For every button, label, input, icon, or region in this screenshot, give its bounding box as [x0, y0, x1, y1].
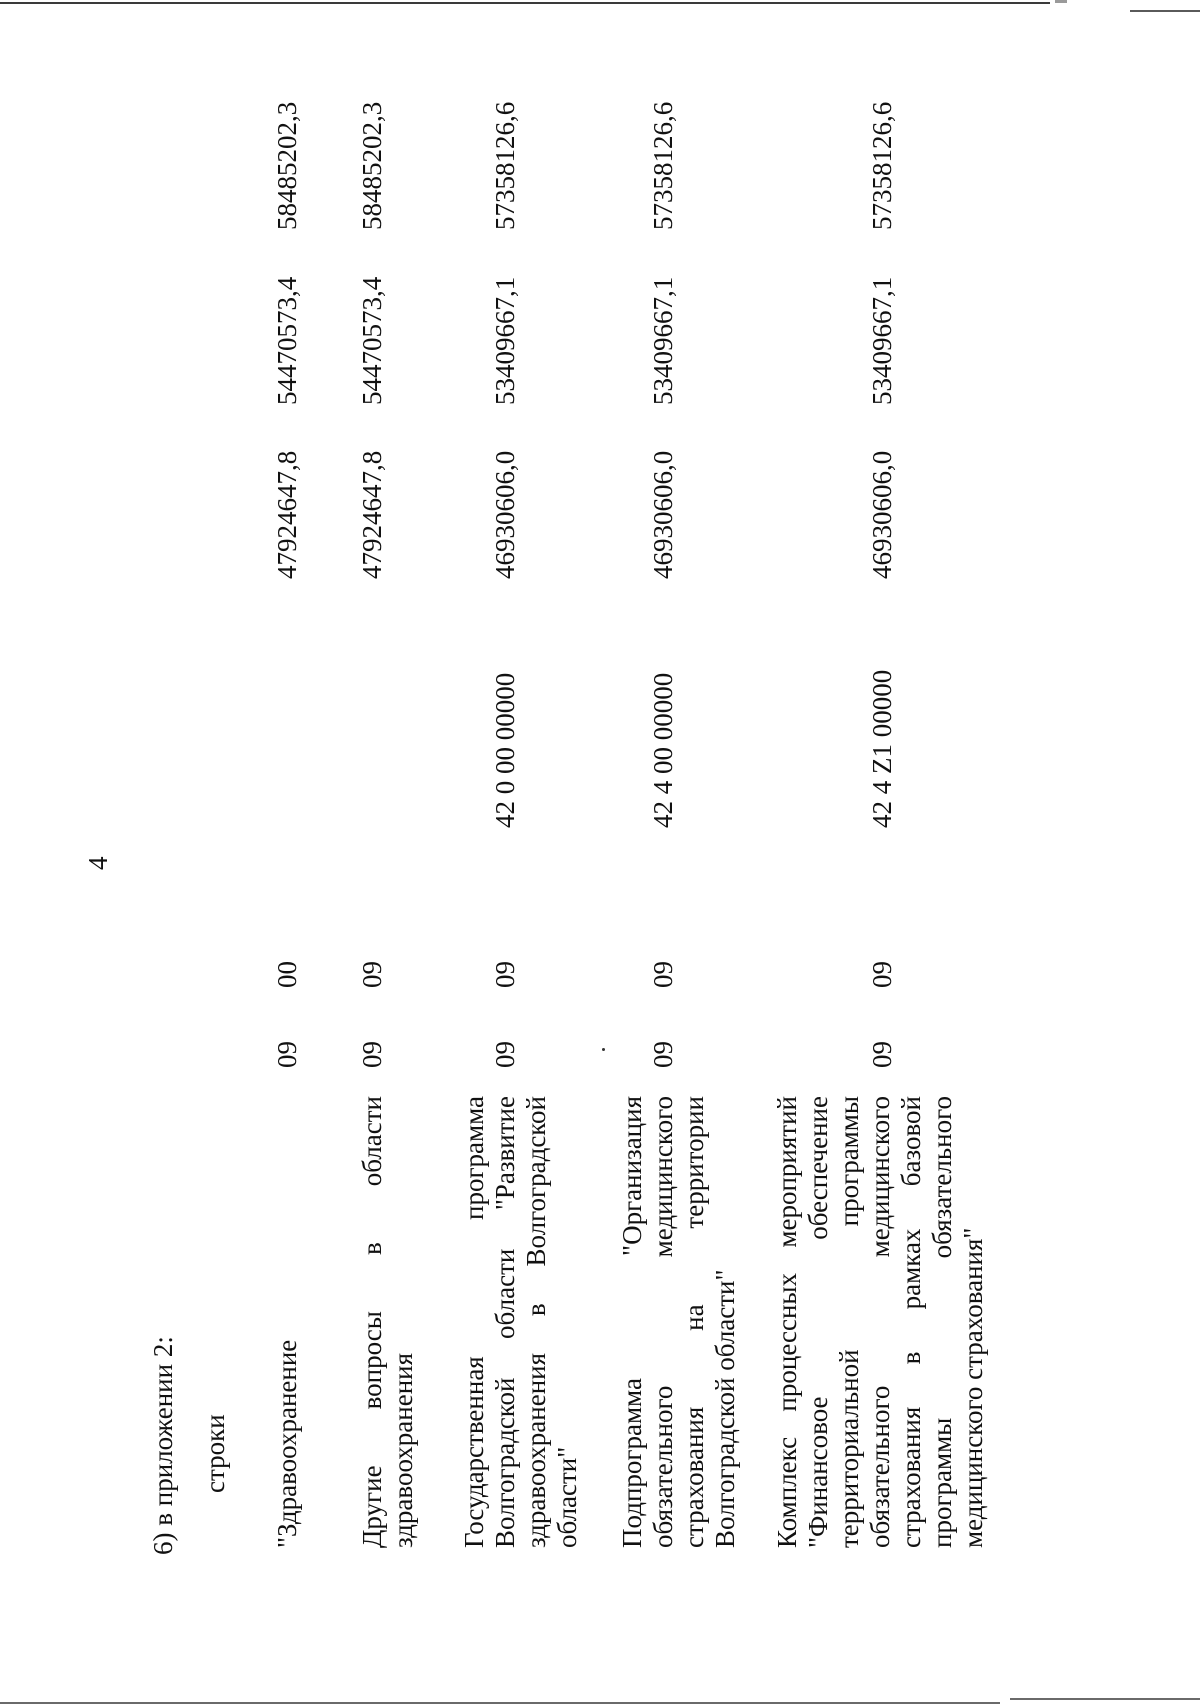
row-name: Комплекс процессных мероприятий "Финансовое обеспечение территориальной программы обязательного медицинского страхования в рамках базовой программы обязательного медицинского страхования" — [772, 1096, 988, 1548]
row-target: 42 4 Z1 00000 — [867, 669, 897, 828]
row-name: "Здравоохранение — [272, 1339, 302, 1548]
row-subsection: 09 — [648, 961, 678, 988]
row-subsection: 00 — [272, 961, 302, 988]
row-sum-3: 57358126,6 — [490, 101, 520, 230]
row-target: 42 0 00 00000 — [490, 672, 520, 828]
row-subsection: 09 — [357, 961, 387, 988]
row-sum-2: 54470573,4 — [357, 276, 387, 405]
row-sum-1: 46930606,0 — [867, 450, 897, 579]
row-section: 09 — [867, 1041, 897, 1068]
page-number: 4 — [83, 856, 113, 870]
row-section: 09 — [648, 1041, 678, 1068]
row-sum-1: 47924647,8 — [272, 450, 302, 579]
row-sum-1: 46930606,0 — [490, 450, 520, 579]
row-sum-2: 53409667,1 — [648, 276, 678, 405]
row-sum-2: 54470573,4 — [272, 276, 302, 405]
row-sum-1: 46930606,0 — [648, 450, 678, 579]
row-sum-3: 58485202,3 — [357, 101, 387, 230]
row-subsection: 09 — [490, 961, 520, 988]
row-name: Другие вопросы в области здравоохранения — [357, 1096, 418, 1548]
row-sum-2: 53409667,1 — [867, 276, 897, 405]
row-target: 42 4 00 00000 — [648, 672, 678, 828]
row-section: 09 — [490, 1041, 520, 1068]
row-sum-3: 58485202,3 — [272, 101, 302, 230]
row-name: Подпрограмма "Организация обязательного медицинского страхования на территории Волгоградской области" — [617, 1096, 740, 1548]
amendment-intro: 6) в приложении 2: — [148, 1336, 178, 1555]
row-sum-2: 53409667,1 — [490, 276, 520, 405]
row-sum-3: 57358126,6 — [867, 101, 897, 230]
row-name: Государственная программа Волгоградской области "Развитие здравоохранения в Волгоградской области" — [459, 1096, 582, 1548]
row-sum-3: 57358126,6 — [648, 101, 678, 230]
row-sum-1: 47924647,8 — [357, 450, 387, 579]
row-section: 09 — [357, 1041, 387, 1068]
row-subsection: 09 — [867, 961, 897, 988]
row-section: 09 — [272, 1041, 302, 1068]
rows-heading: строки — [200, 1414, 230, 1493]
